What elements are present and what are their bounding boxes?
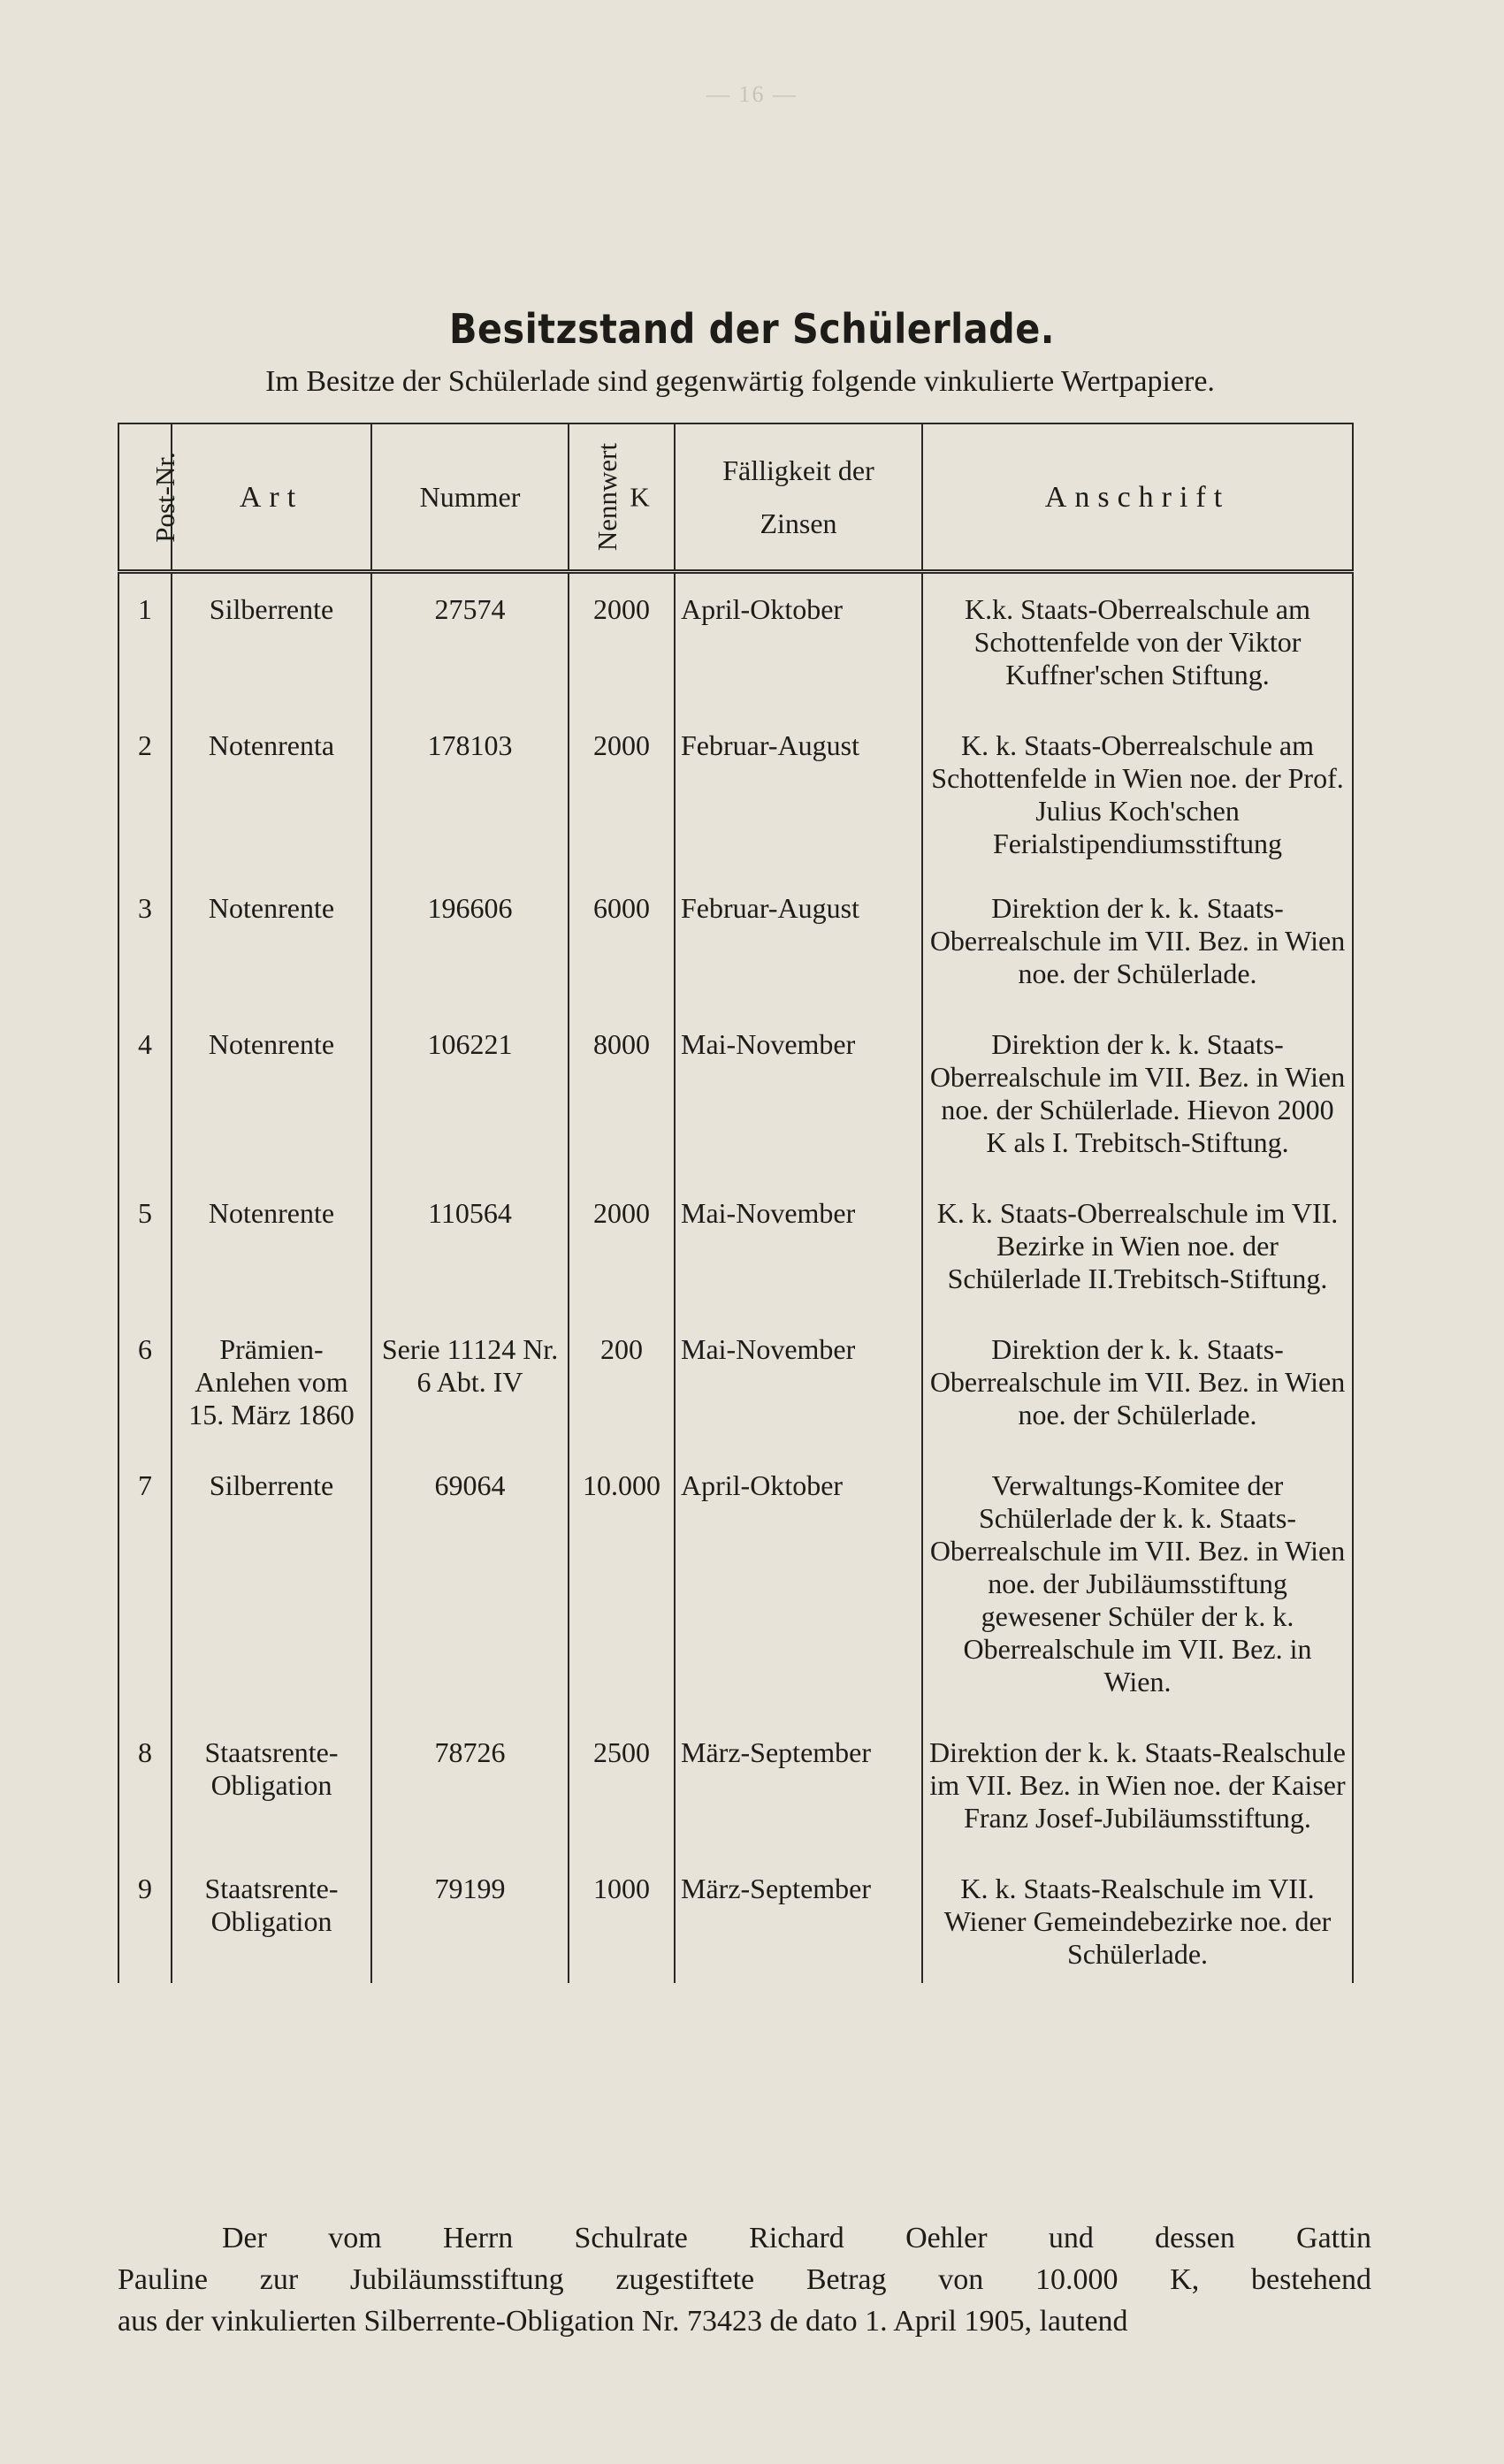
cell-nennwert: 6000: [569, 860, 675, 990]
cell-faelligkeit: April-Oktober: [675, 1431, 922, 1698]
table-row: [118, 860, 1353, 990]
table-row: [118, 990, 1353, 1159]
cell-nennwert: 2500: [569, 1698, 675, 1835]
footer-line: aus der vinkulierten Silberrente-Obligation Nr. 73423 de dato 1. April 1905, lautend: [118, 2305, 1128, 2338]
cell-nummer: 78726: [371, 1698, 569, 1835]
cell-faelligkeit: Mai-November: [675, 1295, 922, 1431]
cell-anschrift: Direktion der k. k. Staats-Oberrealschule im VII. Bez. in Wien noe. der Schülerlade. Hievon 2000 K als I. Trebitsch-Stiftung.: [922, 990, 1353, 1159]
cell-nennwert: 2000: [569, 691, 675, 860]
table-row: [118, 1431, 1353, 1698]
cell-faelligkeit: März-September: [675, 1698, 922, 1835]
cell-no: 3: [118, 860, 172, 990]
cell-nummer: Serie 11124 Nr. 6 Abt. IV: [371, 1295, 569, 1431]
page-subtitle: Im Besitze der Schülerlade sind gegenwärtig folgende vinkulierte Wertpapiere.: [265, 365, 1215, 398]
cell-nummer: 110564: [371, 1159, 569, 1295]
header-nennwert: Nennwert K: [569, 423, 675, 572]
cell-nummer: 79199: [371, 1835, 569, 1983]
cell-no: 1: [118, 572, 172, 692]
cell-nennwert: 2000: [569, 1159, 675, 1295]
page-number: — 16 —: [706, 81, 798, 107]
cell-faelligkeit: Mai-November: [675, 990, 922, 1159]
table-row: [118, 1159, 1353, 1295]
table-row: [118, 1295, 1353, 1431]
cell-nennwert: 10.000: [569, 1431, 675, 1698]
cell-art: Notenrente: [172, 990, 371, 1159]
cell-nummer: 178103: [371, 691, 569, 860]
footer-line: Pauline zur Jubiläumsstiftung zugestiftete Betrag von 10.000 K, bestehend: [118, 2263, 1371, 2296]
cell-faelligkeit: Februar-August: [675, 860, 922, 990]
cell-nennwert: 200: [569, 1295, 675, 1431]
cell-anschrift: K. k. Staats-Oberrealschule am Schottenfelde in Wien noe. der Prof. Julius Koch'schen Ferialstipendiumsstiftung: [922, 691, 1353, 860]
table-row: [118, 1835, 1353, 1983]
cell-nummer: 196606: [371, 860, 569, 990]
cell-faelligkeit: März-September: [675, 1835, 922, 1983]
header-post-nr: Post-Nr.: [118, 423, 172, 572]
cell-faelligkeit: Mai-November: [675, 1159, 922, 1295]
footer-paragraph: [118, 2217, 1371, 2342]
footer-line: Der vom Herrn Schulrate Richard Oehler und dessen Gattin: [222, 2222, 1371, 2254]
cell-no: 9: [118, 1835, 172, 1983]
cell-anschrift: K.k. Staats-Oberrealschule am Schottenfelde von der Viktor Kuffner'schen Stiftung.: [922, 572, 1353, 692]
cell-art: Staatsrente-Obligation: [172, 1698, 371, 1835]
page-title: Besitzstand der Schülerlade.: [449, 305, 1055, 353]
table-row: [118, 1698, 1353, 1835]
cell-anschrift: K. k. Staats-Realschule im VII. Wiener Gemeindebezirke noe. der Schülerlade.: [922, 1835, 1353, 1983]
cell-art: Prämien-Anlehen vom 15. März 1860: [172, 1295, 371, 1431]
cell-art: Staatsrente-Obligation: [172, 1835, 371, 1983]
cell-anschrift: K. k. Staats-Oberrealschule im VII. Bezirke in Wien noe. der Schülerlade II.Trebitsch-Stiftung.: [922, 1159, 1353, 1295]
cell-no: 5: [118, 1159, 172, 1295]
cell-anschrift: Verwaltungs-Komitee der Schülerlade der k. k. Staats-Oberrealschule im VII. Bez. in Wien noe. der Jubiläumsstiftung gewesener Schüler der k. k. Oberrealschule im VII. Bez. in Wien.: [922, 1431, 1353, 1698]
cell-no: 8: [118, 1698, 172, 1835]
cell-no: 7: [118, 1431, 172, 1698]
cell-anschrift: Direktion der k. k. Staats-Oberrealschule im VII. Bez. in Wien noe. der Schülerlade.: [922, 1295, 1353, 1431]
table-header-row: [118, 423, 1353, 572]
cell-faelligkeit: April-Oktober: [675, 572, 922, 692]
table-row: [118, 572, 1353, 692]
cell-nennwert: 1000: [569, 1835, 675, 1983]
cell-nummer: 27574: [371, 572, 569, 692]
cell-anschrift: Direktion der k. k. Staats-Oberrealschule im VII. Bez. in Wien noe. der Schülerlade.: [922, 860, 1353, 990]
header-faelligkeit: Fälligkeit der Zinsen: [675, 423, 922, 572]
cell-art: Silberrente: [172, 1431, 371, 1698]
header-nummer: Nummer: [371, 423, 569, 572]
cell-art: Notenrenta: [172, 691, 371, 860]
cell-no: 4: [118, 990, 172, 1159]
securities-table: [118, 423, 1354, 1983]
cell-art: Notenrente: [172, 860, 371, 990]
cell-nummer: 69064: [371, 1431, 569, 1698]
cell-art: Notenrente: [172, 1159, 371, 1295]
cell-nennwert: 8000: [569, 990, 675, 1159]
cell-faelligkeit: Februar-August: [675, 691, 922, 860]
cell-art: Silberrente: [172, 572, 371, 692]
cell-nennwert: 2000: [569, 572, 675, 692]
cell-nummer: 106221: [371, 990, 569, 1159]
header-anschrift: Anschrift: [922, 423, 1353, 572]
cell-no: 2: [118, 691, 172, 860]
table-row: [118, 691, 1353, 860]
header-art: Art: [172, 423, 371, 572]
cell-anschrift: Direktion der k. k. Staats-Realschule im VII. Bez. in Wien noe. der Kaiser Franz Josef-Jubiläumsstiftung.: [922, 1698, 1353, 1835]
cell-no: 6: [118, 1295, 172, 1431]
